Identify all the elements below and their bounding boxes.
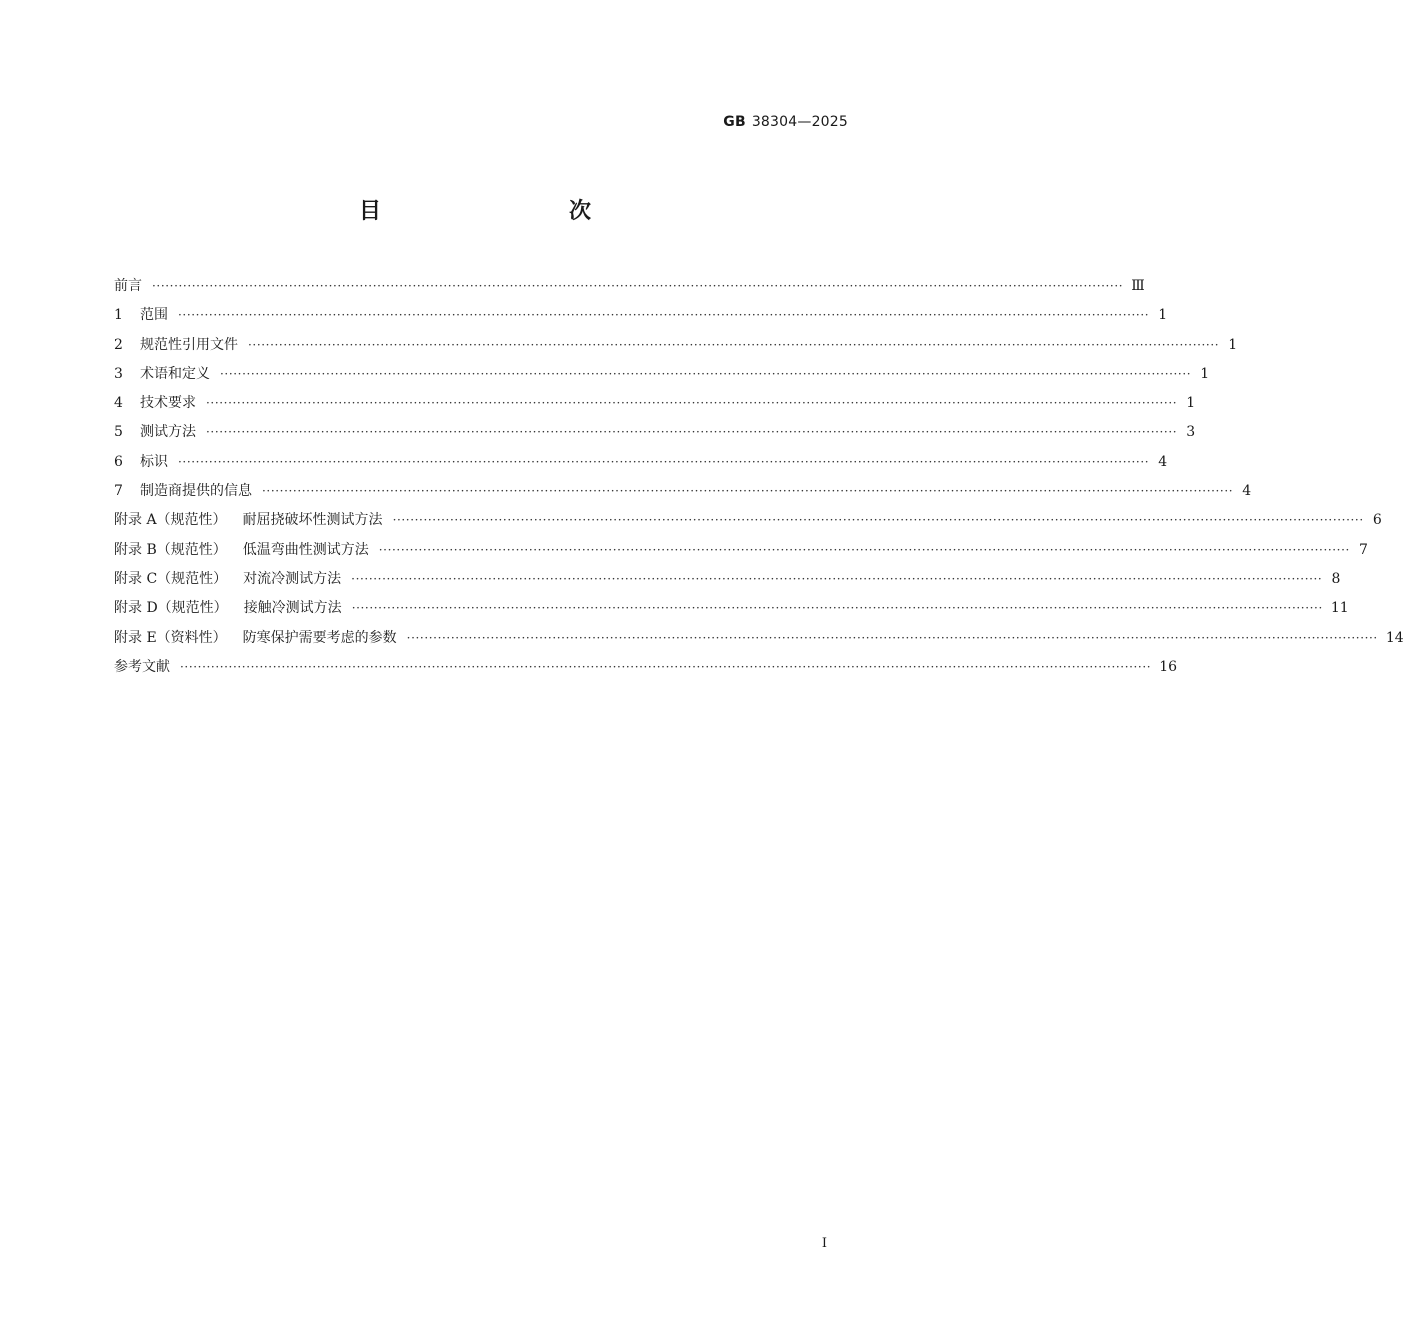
toc-annex-tag: 附录 E（资料性） bbox=[114, 629, 227, 646]
toc-leader-dots: ···························································································································································································································· bbox=[152, 279, 1124, 293]
toc-leader-dots: ···························································································································································································································· bbox=[351, 571, 1323, 586]
toc-entry-label: 接触冷测试方法 bbox=[243, 600, 342, 617]
toc-entry-label: 前言 bbox=[114, 278, 142, 294]
toc-entry-section-2[interactable] bbox=[114, 331, 1238, 360]
toc-entry-page: Ⅲ bbox=[1131, 278, 1145, 294]
toc-entry-page: 1 bbox=[1186, 395, 1196, 412]
toc-entry-number: 4 bbox=[114, 395, 123, 412]
toc-entry-page: 4 bbox=[1242, 483, 1252, 500]
toc-entry-number: 6 bbox=[114, 453, 123, 470]
toc-entry-label: 规范性引用文件 bbox=[140, 336, 238, 353]
table-of-contents bbox=[114, 272, 1404, 682]
page-number: Ⅰ bbox=[821, 1236, 827, 1251]
toc-entry-label: 对流冷测试方法 bbox=[243, 570, 342, 587]
toc-entry-page: 14 bbox=[1385, 629, 1404, 646]
toc-entry-number: 5 bbox=[114, 424, 123, 441]
toc-entry-label: 测试方法 bbox=[140, 424, 196, 441]
toc-leader-dots: ···························································································································································································································· bbox=[178, 454, 1150, 469]
toc-entry-section-5[interactable] bbox=[114, 418, 1196, 447]
toc-entry-page: 8 bbox=[1331, 570, 1341, 587]
toc-entry-annex-c[interactable] bbox=[114, 565, 1341, 594]
toc-entry-page: 4 bbox=[1158, 453, 1168, 470]
standard-code bbox=[723, 114, 848, 130]
toc-entry-page: 1 bbox=[1200, 365, 1210, 382]
toc-leader-dots: ···························································································································································································································· bbox=[378, 542, 1350, 557]
toc-leader-dots: ···························································································································································································································· bbox=[248, 337, 1220, 352]
toc-annex-tag: 附录 C（规范性） bbox=[114, 570, 228, 587]
toc-entry-label: 标识 bbox=[140, 453, 168, 470]
toc-leader-dots: ···························································································································································································································· bbox=[206, 396, 1178, 411]
toc-entry-label: 参考文献 bbox=[114, 658, 170, 675]
toc-annex-tag: 附录 B（规范性） bbox=[114, 541, 227, 558]
toc-annex-tag: 附录 D（规范性） bbox=[114, 600, 228, 617]
toc-entry-number: 1 bbox=[114, 307, 123, 324]
toc-leader-dots: ···························································································································································································································· bbox=[180, 659, 1152, 674]
toc-leader-dots: ···························································································································································································································· bbox=[220, 366, 1192, 381]
toc-entry-annex-d[interactable] bbox=[114, 594, 1349, 623]
toc-title: 目 次 bbox=[358, 199, 639, 224]
toc-leader-dots: ···························································································································································································································· bbox=[392, 513, 1364, 528]
toc-entry-number: 2 bbox=[114, 336, 123, 353]
standard-prefix: GB bbox=[723, 114, 746, 130]
toc-entry-page: 7 bbox=[1359, 541, 1368, 558]
toc-entry-number: 7 bbox=[114, 483, 123, 500]
toc-leader-dots: ···························································································································································································································· bbox=[178, 308, 1150, 323]
toc-entry-label: 低温弯曲性测试方法 bbox=[242, 541, 369, 558]
toc-entry-section-4[interactable] bbox=[114, 389, 1196, 418]
toc-entry-page: 16 bbox=[1159, 658, 1178, 675]
toc-leader-dots: ···························································································································································································································· bbox=[262, 484, 1234, 499]
toc-entry-section-7[interactable] bbox=[114, 477, 1252, 506]
toc-entry-label: 制造商提供的信息 bbox=[140, 483, 252, 500]
toc-entry-page: 6 bbox=[1372, 512, 1382, 529]
toc-leader-dots: ···························································································································································································································· bbox=[351, 601, 1323, 616]
toc-leader-dots: ···························································································································································································································· bbox=[406, 630, 1378, 645]
toc-entry-label: 防寒保护需要考虑的参数 bbox=[242, 629, 397, 646]
toc-entry-annex-b[interactable] bbox=[114, 536, 1368, 565]
toc-entry-annex-e[interactable] bbox=[114, 624, 1404, 653]
toc-entry-bibliography[interactable] bbox=[114, 653, 1178, 682]
toc-entry-page: 11 bbox=[1330, 600, 1349, 617]
toc-entry-section-1[interactable] bbox=[114, 301, 1168, 330]
toc-entry-preface[interactable] bbox=[114, 272, 1145, 301]
toc-entry-label: 术语和定义 bbox=[140, 365, 210, 382]
toc-entry-number: 3 bbox=[114, 365, 123, 382]
toc-leader-dots: ···························································································································································································································· bbox=[206, 425, 1178, 440]
toc-entry-label: 技术要求 bbox=[140, 395, 196, 412]
toc-entry-page: 1 bbox=[1228, 336, 1238, 353]
toc-entry-section-3[interactable] bbox=[114, 360, 1210, 389]
toc-entry-page: 1 bbox=[1158, 307, 1168, 324]
toc-entry-label: 耐屈挠破坏性测试方法 bbox=[242, 512, 383, 529]
toc-entry-annex-a[interactable] bbox=[114, 506, 1382, 535]
toc-annex-tag: 附录 A（规范性） bbox=[114, 512, 227, 529]
toc-entry-label: 范围 bbox=[140, 307, 168, 324]
standard-number: 38304—2025 bbox=[751, 114, 848, 130]
toc-entry-section-6[interactable] bbox=[114, 448, 1168, 477]
toc-entry-page: 3 bbox=[1186, 424, 1196, 441]
